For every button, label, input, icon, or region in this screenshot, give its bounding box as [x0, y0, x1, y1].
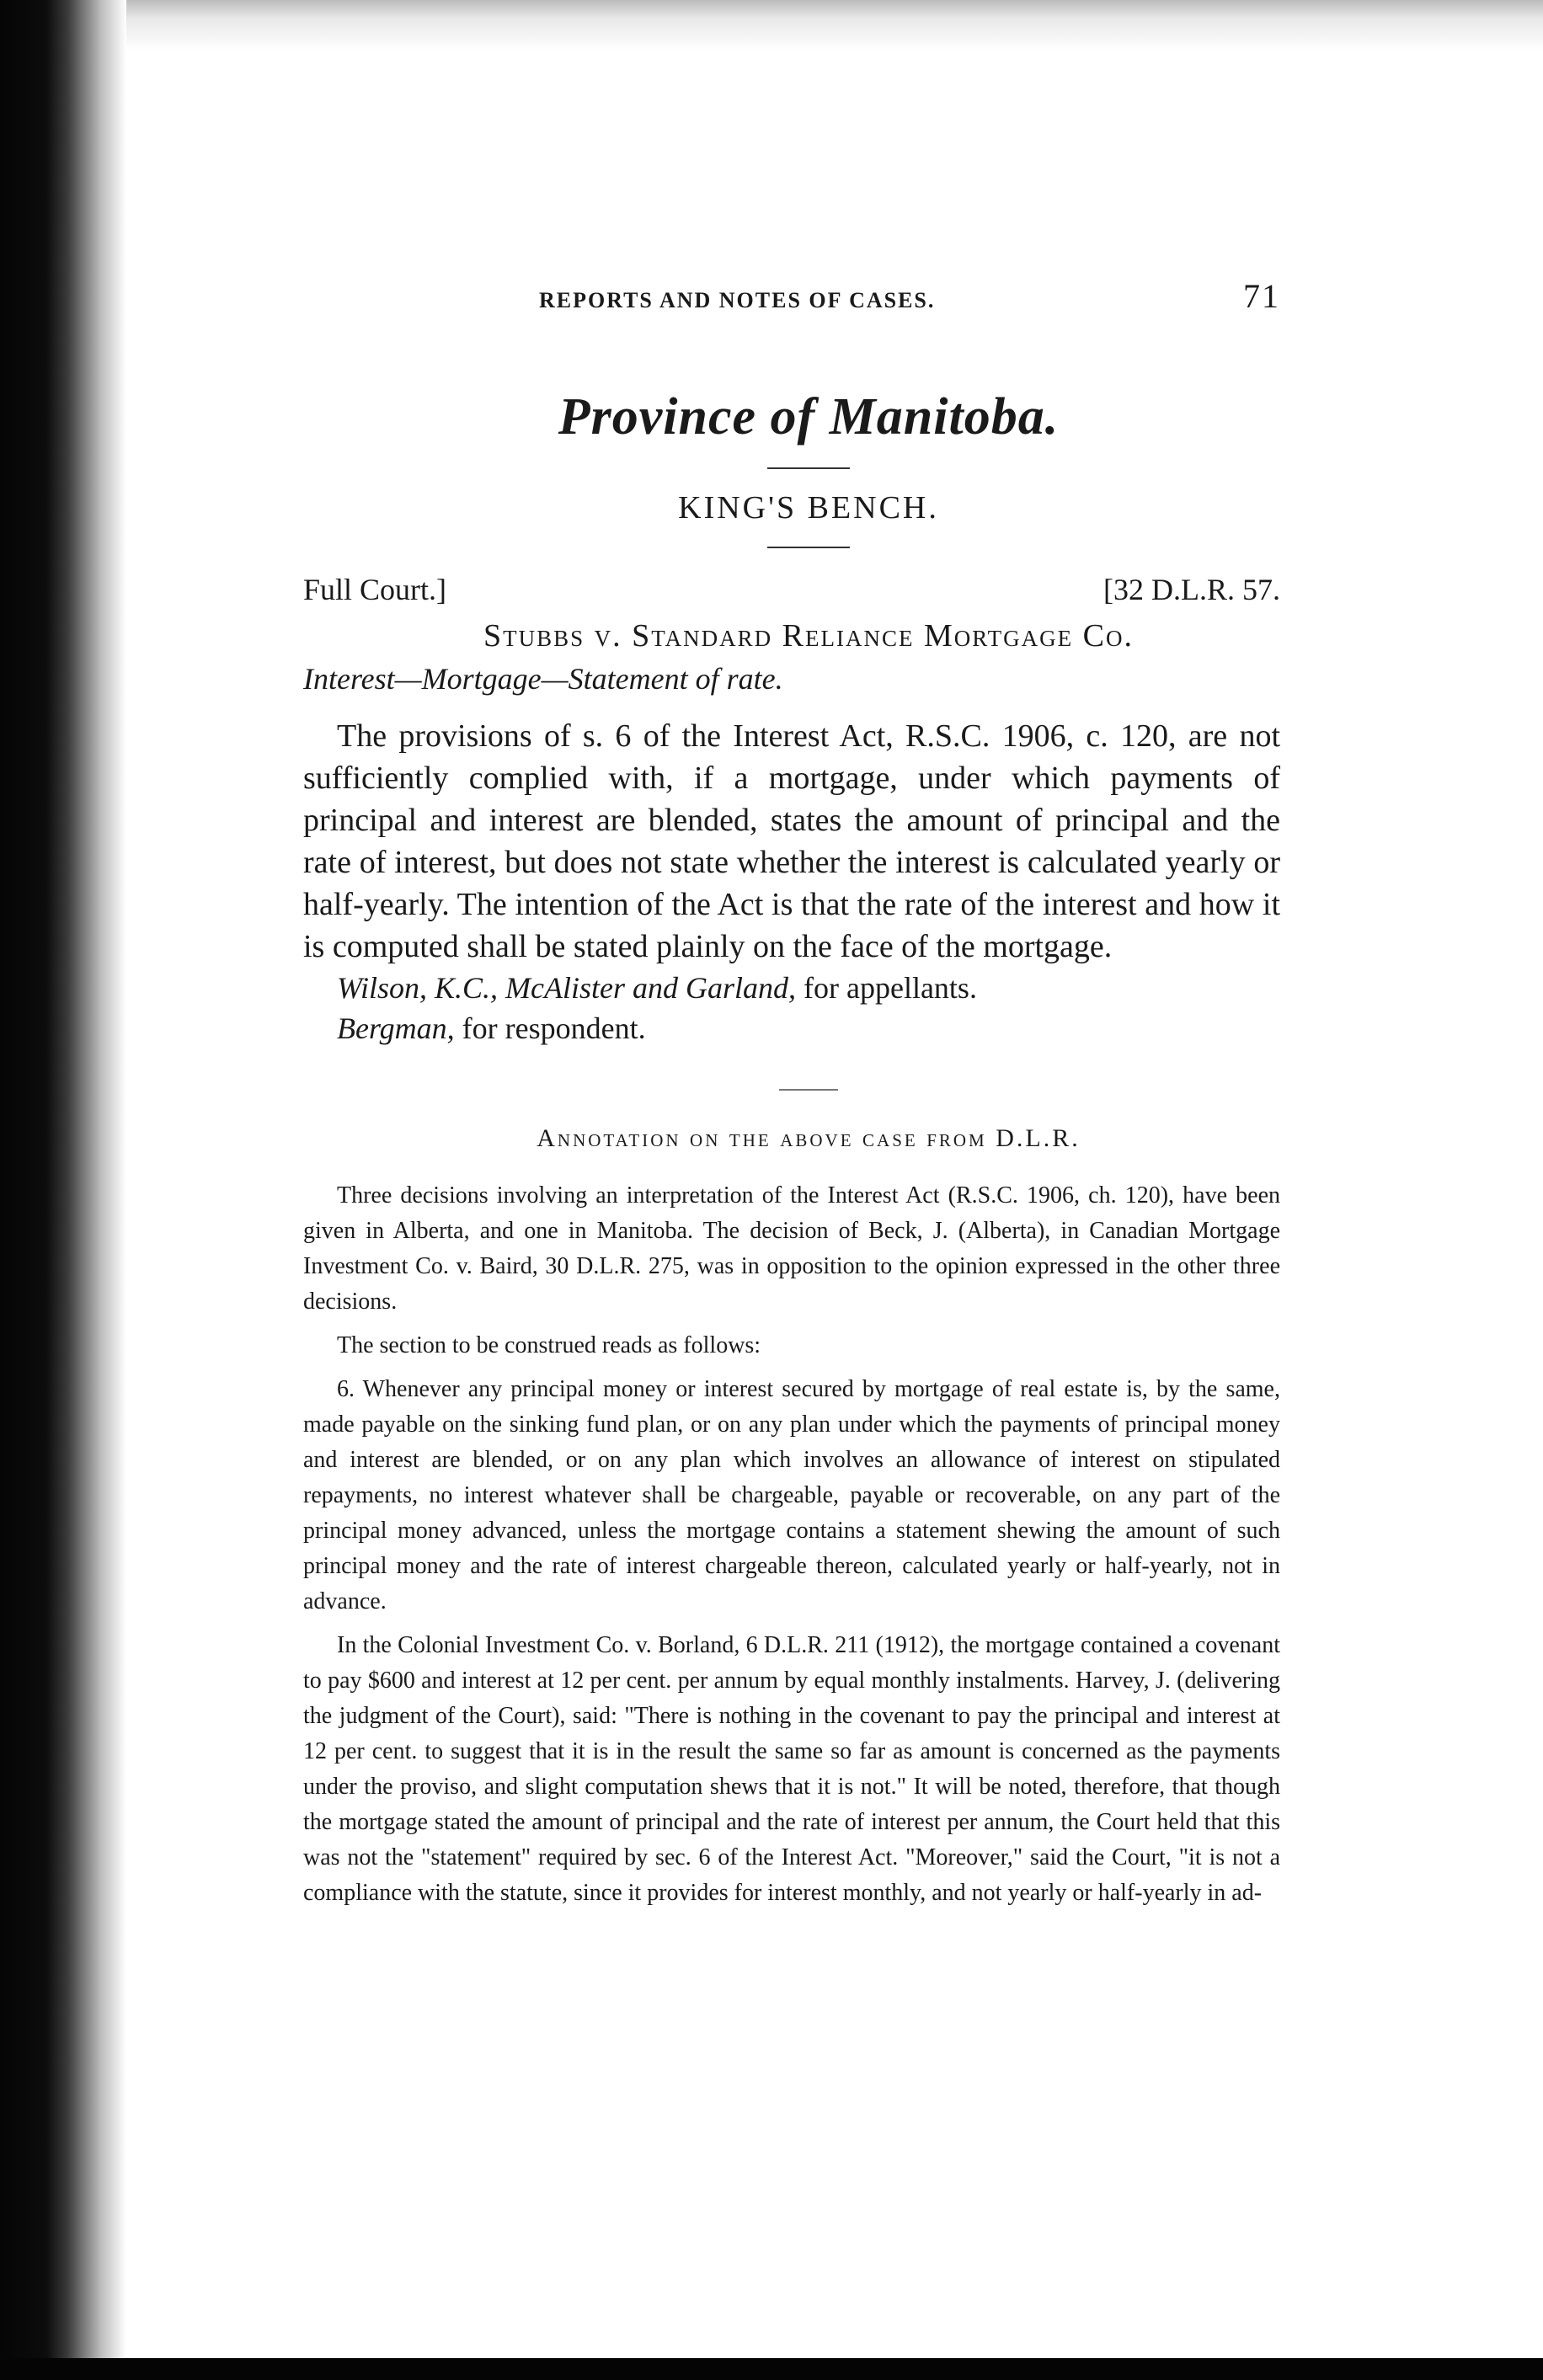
scan-edge-top — [126, 0, 1543, 51]
running-head — [337, 276, 1280, 327]
headnote: The provisions of s. 6 of the Interest Act, R.S.C. 1906, c. 120, are not sufficiently complied with, if a mortgage, under which payments of principal and interest are blended, states the amount of principal and the rate of interest, but does not state whether the interest is calculated yearly or half-yearly. The intention of the Act is that the rate of the interest and how it is computed shall be stated plainly on the face of the mortgage. — [303, 718, 1280, 964]
annotation-paragraph: The section to be construed reads as follows: — [337, 1332, 761, 1358]
annotation-title: Annotation on the above case from D.L.R. — [537, 1124, 1081, 1152]
catchwords: Interest—Mortgage—Statement of rate. — [303, 662, 783, 696]
annotation-paragraph: In the Colonial Investment Co. v. Borland, 6 D.L.R. 211 (1912), the mortgage contained a covenant to pay $600 and interest at 12 per cent. per annum by equal monthly instalments. Harvey, J. (delivering the judgment of the Court), said: "There is nothing in the covenant to pay the principal and interest at 12 per cent. to suggest that it is in the result the same so far as amount is concerned as the payments under the proviso, and slight computation shews that it is not." It will be noted, therefore, that though the mortgage stated the amount of principal and the rate of interest per annum, the Court held that this was not the "statement" required by sec. 6 of the Interest Act. "Moreover," said the Court, "it is not a compliance with the statute, since it provides for interest monthly, and not yearly or half-yearly in ad- — [303, 1632, 1280, 1906]
report-citation: [32 D.L.R. 57. — [1103, 573, 1280, 606]
appellants-counsel-names: Wilson, K.C., McAlister and Garland, — [337, 971, 797, 1005]
section-divider — [779, 1089, 838, 1091]
page-number: 71 — [1243, 277, 1280, 315]
running-head-title: REPORTS AND NOTES OF CASES. — [539, 288, 936, 312]
court-note: Full Court.] — [303, 573, 447, 606]
counsel-respondent — [337, 1008, 1280, 1049]
province-heading: Province of Manitoba. — [558, 388, 1060, 446]
appellants-role: for appellants. — [804, 971, 977, 1005]
respondent-role: for respondent. — [462, 1011, 646, 1045]
divider — [767, 467, 850, 469]
citation-row — [303, 572, 1280, 617]
respondent-counsel-name: Bergman, — [337, 1011, 455, 1045]
counsel-appellants — [337, 968, 1280, 1008]
statute-quote: 6. Whenever any principal money or interest secured by mortgage of real estate is, by the same, made payable on the sinking fund plan, or on any plan under which the payments of principal money and interest are blended, or on any plan which involves an allowance of interest on stipulated repayments, no interest whatever shall be chargeable, payable or recoverable, on any part of the principal money advanced, unless the mortgage contains a statement shewing the amount of such principal money and the rate of interest chargeable thereon, calculated yearly or half-yearly, not in advance. — [303, 1376, 1280, 1614]
scan-edge-left — [0, 0, 126, 2380]
scan-edge-bottom — [0, 2358, 1543, 2380]
case-name: Stubbs v. Standard Reliance Mortgage Co. — [483, 618, 1134, 654]
document-page — [303, 276, 1280, 1919]
divider — [767, 547, 850, 548]
annotation-body — [303, 1178, 1280, 1911]
annotation-paragraph: Three decisions involving an interpretation of the Interest Act (R.S.C. 1906, ch. 120), have been given in Alberta, and one in Manitoba. The decision of Beck, J. (Alberta), in Canadian Mortgage Investment Co. v. Baird, 30 D.L.R. 275, was in opposition to the opinion expressed in the other three decisions. — [303, 1182, 1280, 1315]
court-heading: KING'S BENCH. — [678, 490, 939, 526]
